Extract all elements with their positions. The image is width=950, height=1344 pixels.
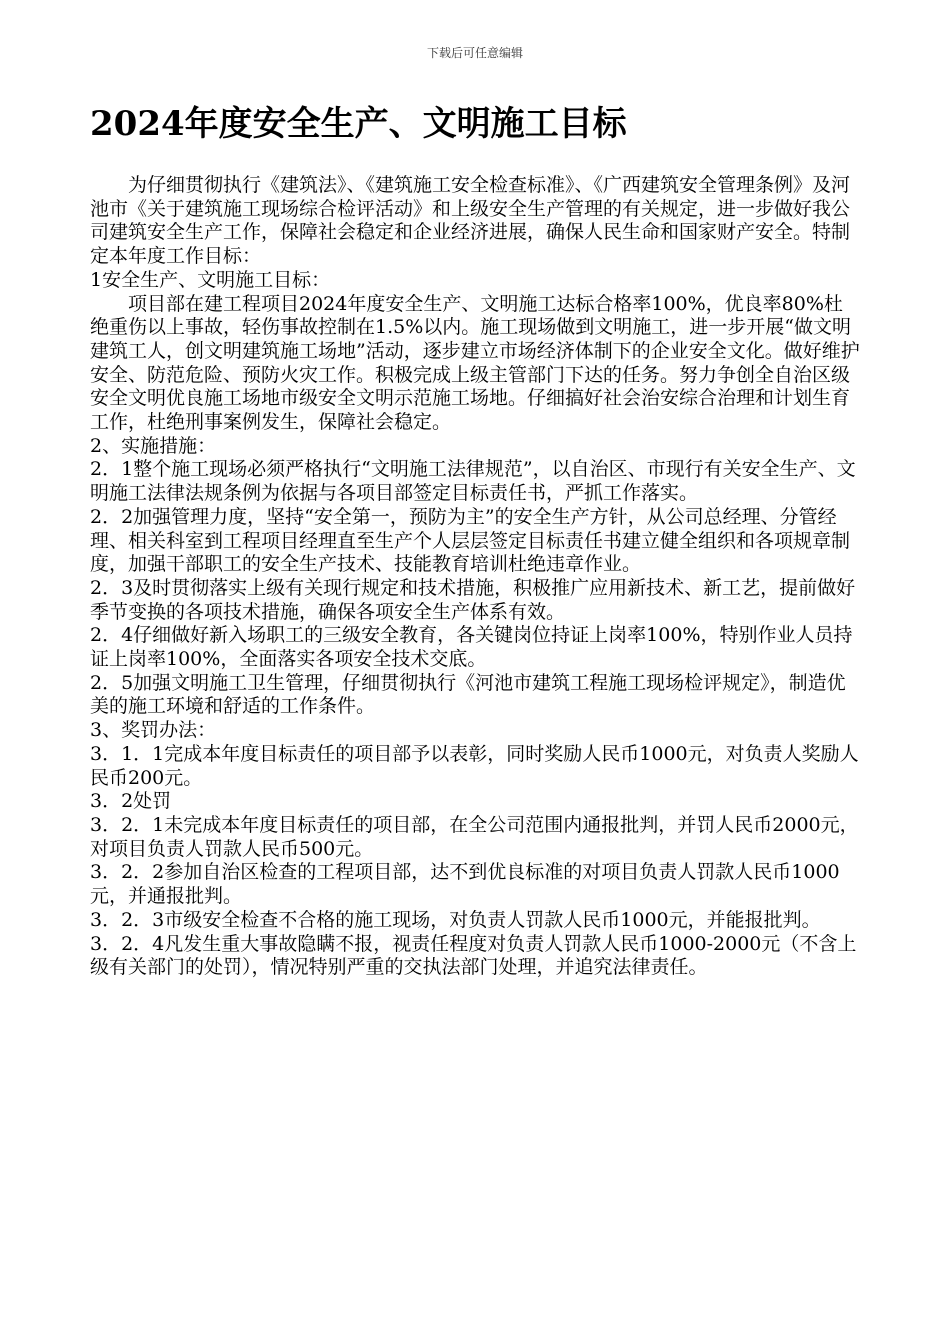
- measure-item-2-1: 2．1整个施工现场必须严格执行“文明施工法律规范”，以自治区、市现行有关安全生产、文明施工法律法规条例为依据与各项目部签定目标责任书，严抓工作落实。: [90, 458, 856, 505]
- intro-paragraph: 为仔细贯彻执行《建筑法》、《建筑施工安全检查标准》、《广西建筑安全管理条例》及河池市《关于建筑施工现场综合检评活动》和上级安全生产管理的有关规定，进一步做好我公司建筑安全生产工作，保障社会稳定和企业经济进展，确保人民生命和国家财产安全。特制定本年度工作目标：: [90, 174, 851, 268]
- penalty-heading: 3．2处罚: [90, 790, 172, 813]
- measure-item-2-3: 2．3及时贯彻落实上级有关现行规定和技术措施，积极推广应用新技术、新工艺，提前做好季节变换的各项技术措施，确保各项安全生产体系有效。: [90, 576, 856, 623]
- measure-item-2-2: 2．2加强管理力度，坚持“安全第一，预防为主”的安全生产方针，从公司总经理、分管经理、相关科室到工程项目经理直至生产个人层层签定目标责任书建立健全组织和各项规章制度，加强干部职工的安全生产技术、技能教育培训杜绝违章作业。: [90, 505, 851, 576]
- section-heading-goals: 1安全生产、文明施工目标：: [90, 268, 331, 291]
- penalty-item-3-2-4: 3．2．4凡发生重大事故隐瞒不报，视责任程度对负责人罚款人民币1000-2000元（不含上级有关部门的处罚），情况特别严重的交执法部门处理，并追究法律责任。: [90, 932, 857, 979]
- document-body: [90, 174, 860, 980]
- penalty-item-3-2-3: 3．2．3市级安全检查不合格的施工现场，对负责人罚款人民币1000元，并能报批判。: [90, 908, 821, 931]
- section-heading-measures: 2、实施措施：: [90, 434, 217, 457]
- reward-item-3-1-1: 3．1．1完成本年度目标责任的项目部予以表彰，同时奖励人民币1000元，对负责人奖励人民币200元。: [90, 742, 859, 789]
- goals-paragraph: 项目部在建工程项目2024年度安全生产、文明施工达标合格率100%，优良率80%杜绝重伤以上事故，轻伤事故控制在1.5%以内。施工现场做到文明施工，进一步开展“做文明建筑工人，创文明建筑施工场地”活动，逐步建立市场经济体制下的企业安全文化。做好维护安全、防范危险、预防火灾工作。积极完成上级主管部门下达的任务。努力争创全自治区级安全文明优良施工场地市级安全文明示范施工场地。仔细搞好社会治安综合治理和计划生育工作，杜绝刑事案例发生，保障社会稳定。: [90, 292, 860, 434]
- section-heading-rewards: 3、奖罚办法：: [90, 719, 217, 742]
- document-title: 2024年度安全生产、文明施工目标: [90, 104, 627, 144]
- measure-item-2-4: 2．4仔细做好新入场职工的三级安全教育，各关键岗位持证上岗率100%，特别作业人员持证上岗率100%，全面落实各项安全技术交底。: [90, 624, 853, 671]
- measure-item-2-5: 2．5加强文明施工卫生管理，仔细贯彻执行《河池市建筑工程施工现场检评规定》，制造优美的施工环境和舒适的工作条件。: [90, 671, 846, 718]
- page-header-note: 下载后可任意编辑: [426, 46, 523, 60]
- penalty-item-3-2-1: 3．2．1未完成本年度目标责任的项目部，在全公司范围内通报批判，并罚人民币2000元，对项目负责人罚款人民币500元。: [90, 813, 859, 860]
- penalty-item-3-2-2: 3．2．2参加自治区检查的工程项目部，达不到优良标准的对项目负责人罚款人民币1000元，并通报批判。: [90, 861, 840, 908]
